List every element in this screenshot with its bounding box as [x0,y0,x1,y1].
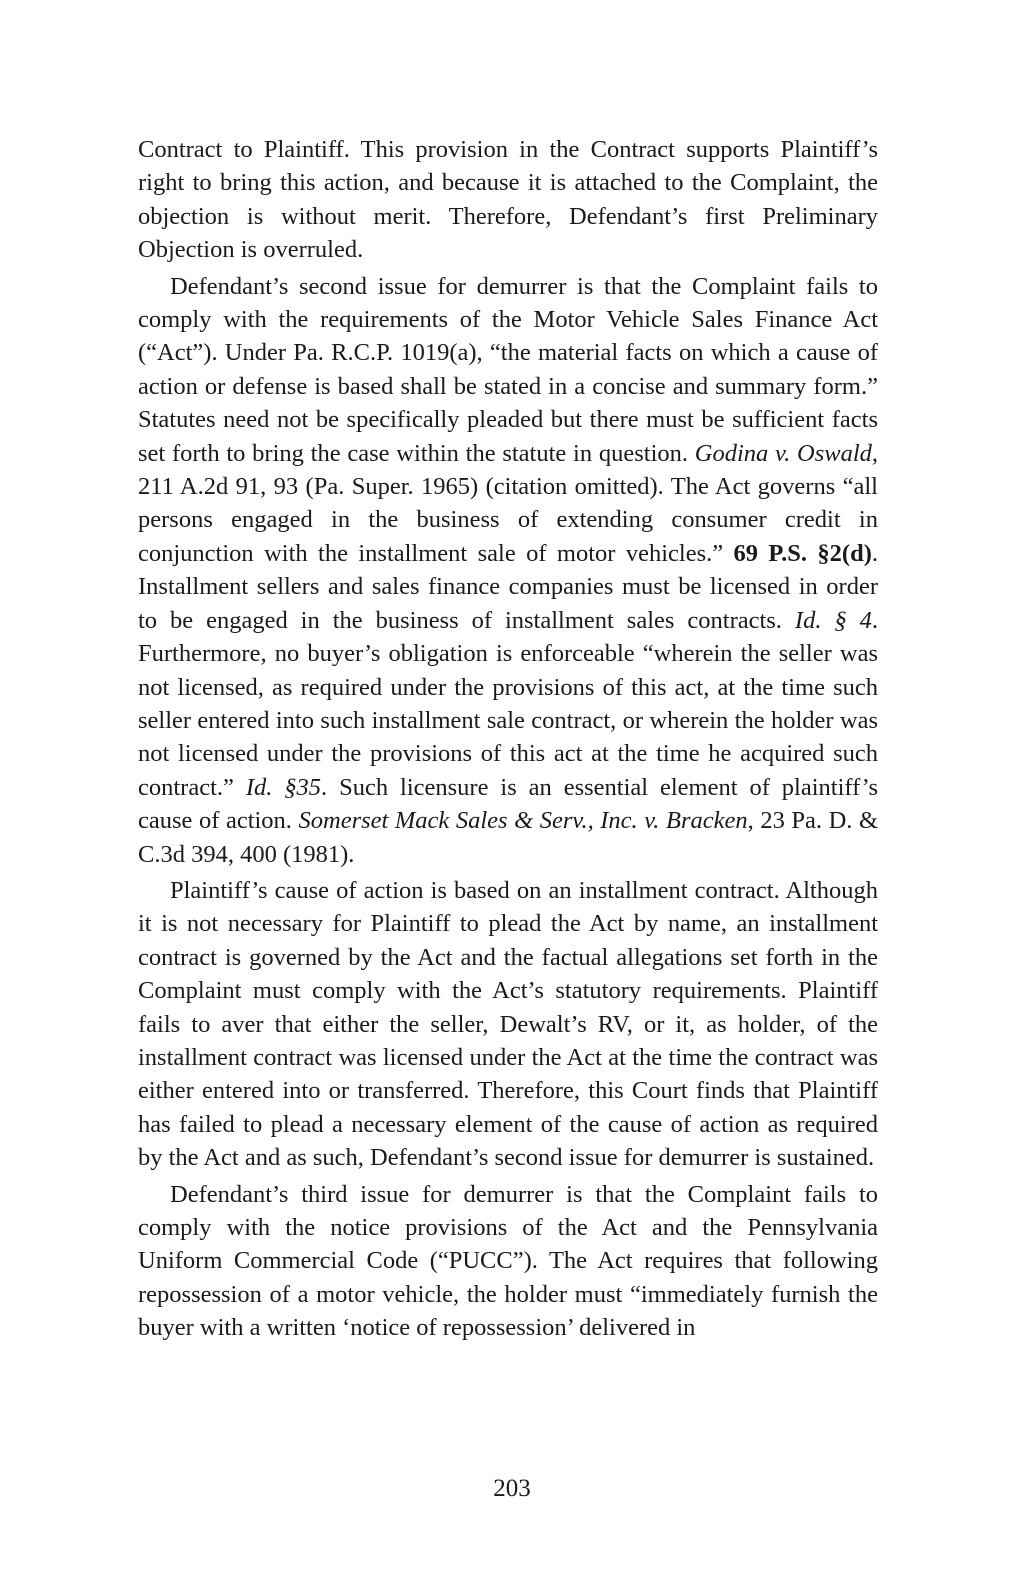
paragraph [138,270,878,871]
text-run: . Furthermore, no buyer’s obligation is enforceable “wherein the seller was not licensed, as required under the provisions of this act, at the time such seller entered into such installment sale contract, or wherein the holder was not licensed under the provisions of this act at the time he acquired such contract.” [138,606,878,801]
document-page [138,133,878,1345]
citation: Id. §35 [245,773,322,801]
paragraph [138,874,878,1175]
paragraph [138,1178,878,1345]
text-run: , 23 Pa. D. & C.3d 394, 400 (1981). [138,807,878,868]
page-number: 203 [493,1475,531,1502]
text-run: . Such licensure is an essential element of plaintiff’s cause of action. [138,773,878,835]
citation: Id. § 4 [794,606,872,634]
paragraph [138,133,878,267]
text-run: Plaintiff’s cause of action is based on an installment contract. Although it is not necessary for Plaintiff to plead the Act by name, an installment contract is governed by the Act and the factual allegations set forth in the Complaint must comply with the Act’s statutory requirements. Plaintiff fails to aver that either the seller, Dewalt’s RV, or it, as holder, of the installment contract was licensed under the Act at the time the contract was either entered into or transferred. Therefore, this Court finds that Plaintiff has failed to plead a necessary element of the cause of action as required by the Act and as such, Defendant’s second issue for demurrer is sustained. [138,876,878,1172]
text-run: Defendant’s second issue for demurrer is that the Complaint fails to comply with the requirements of the Motor Vehicle Sales Finance Act (“Act”). Under Pa. R.C.P. 1019(a), “the material facts on which a cause of action or defense is based shall be stated in a concise and summary form.” Statutes need not be specifically pleaded but there must be sufficient facts set forth to bring the case within the statute in question. [138,272,878,467]
text-run: , 211 A.2d 91, 93 (Pa. Super. 1965) (citation omitted). The Act governs “all persons engaged in the business of extending consumer credit in conjunction with the installment sale of motor vehicles.” [138,439,879,567]
text-run: . Installment sellers and sales finance companies must be licensed in order to be engaged in the business of installment sales contracts. [138,539,878,634]
citation: Godina v. Oswald [694,439,872,467]
body-text [138,133,878,1345]
statute-reference: 69 P.S. §2(d) [733,539,872,567]
text-run: Defendant’s third issue for demurrer is that the Complaint fails to comply with the notice provisions of the Act and the Pennsylvania Uniform Commercial Code (“PUCC”). The Act requires that following repossession of a motor vehicle, the holder must “immediately furnish the buyer with a written ‘notice of repossession’ delivered in [138,1180,878,1342]
text-run: Contract to Plaintiff. This provision in the Contract supports Plaintiff’s right to bring this action, and because it is attached to the Complaint, the objection is without merit. Therefore, Defendant’s first Preliminary Objection is overruled. [138,136,878,264]
citation: Somerset Mack Sales & Serv., Inc. v. Bracken [298,807,748,835]
